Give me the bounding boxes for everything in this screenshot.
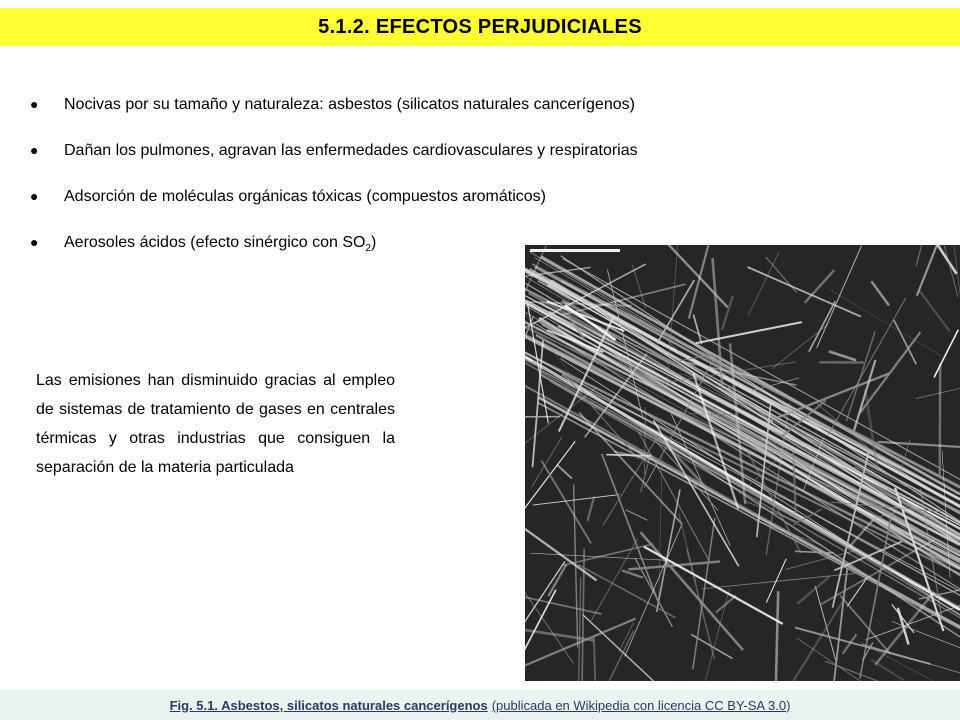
caption-title: Fig. 5.1. Asbestos, silicatos naturales cancerígenos [169, 697, 488, 713]
body-paragraph: Las emisiones han disminuido gracias al empleo de sistemas de tratamiento de gases en centrales térmicas y otras industrias que consiguen la separación de la materia particulada [36, 372, 395, 476]
bullet-icon: ● [30, 96, 39, 112]
bullet-text: Nocivas por su tamaño y naturaleza: asbestos (silicatos naturales cancerígenos) [64, 96, 635, 113]
fiber-image [525, 245, 960, 681]
figure-caption [0, 690, 960, 720]
page-title: 5.1.2. EFECTOS PERJUDICIALES [318, 15, 642, 38]
bullet-text-before: Aerosoles ácidos (efecto sinérgico con SO [64, 234, 366, 251]
bullet-icon: ● [30, 142, 39, 158]
subscript: 2 [365, 243, 372, 255]
bullet-icon: ● [30, 188, 39, 204]
list-item [30, 188, 638, 210]
list-item [30, 96, 638, 118]
list-item [30, 142, 638, 164]
bullet-text [64, 234, 376, 254]
asbestos-micrograph [525, 245, 960, 681]
caption-license: (publicada en Wikipedia con licencia CC BY-SA 3.0) [491, 697, 791, 713]
bullet-text: Dañan los pulmones, agravan las enfermedades cardiovasculares y respiratorias [64, 142, 638, 159]
bullet-text-after: ) [371, 234, 377, 251]
title-bar [0, 8, 960, 46]
bullet-text: Adsorción de moléculas orgánicas tóxicas (compuestos aromáticos) [64, 188, 546, 205]
bullet-icon: ● [30, 234, 39, 250]
